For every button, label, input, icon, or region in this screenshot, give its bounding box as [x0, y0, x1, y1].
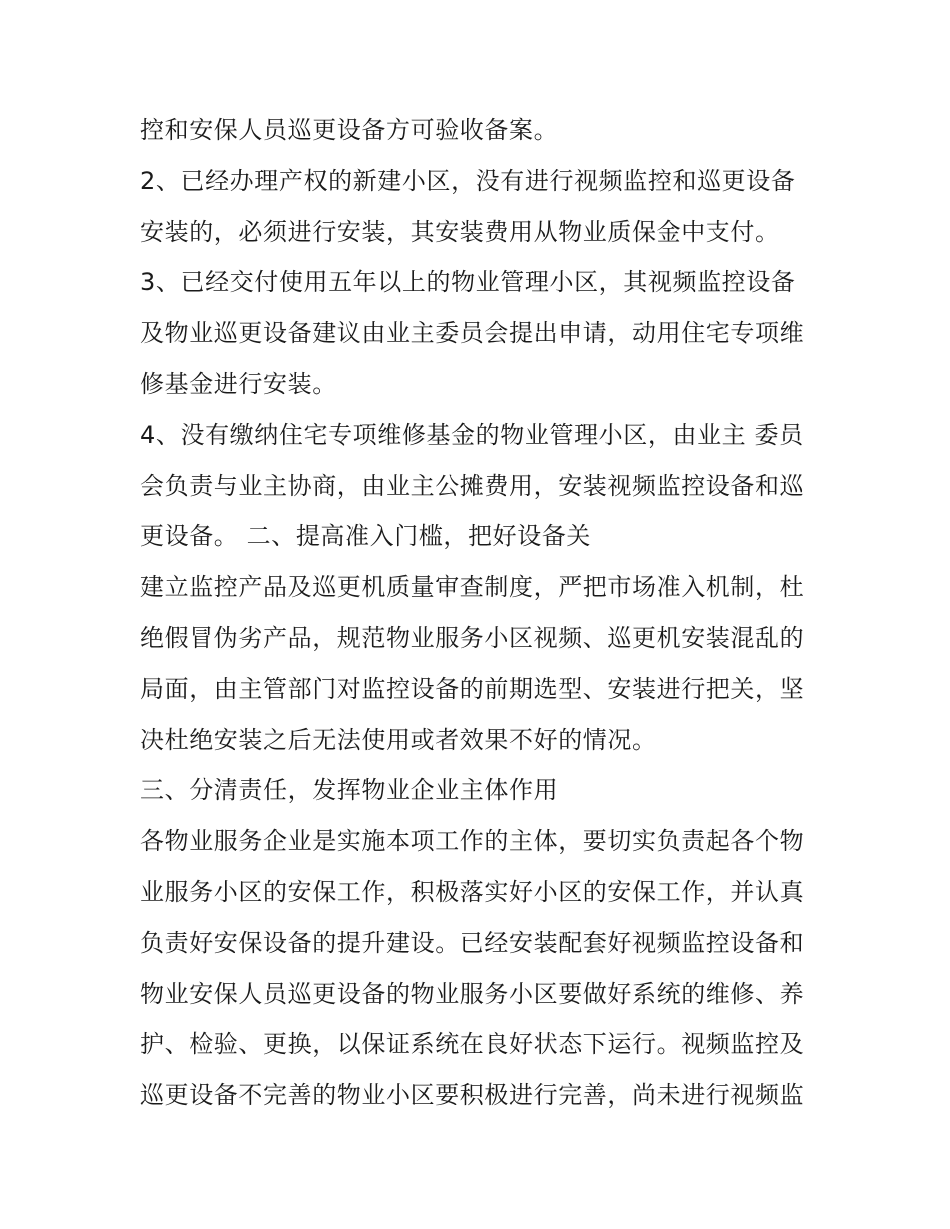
text-line: 3、已经交付使用五年以上的物业管理小区，其视频监控设备	[140, 268, 796, 297]
text-line: 4、没有缴纳住宅专项维修基金的物业管理小区，由业主 委员	[140, 420, 804, 449]
text-line: 控和安保人员巡更设备方可验收备案。	[140, 116, 559, 144]
text-line: 各物业服务企业是实施本项工作的主体，要切实负责起各个物	[140, 827, 805, 856]
text-line: 绝假冒伪劣产品，规范物业服务小区视频、巡更机安装混乱的	[140, 623, 805, 652]
text-line: 负责好安保设备的提升建设。已经安装配套好视频监控设备和	[140, 928, 805, 957]
text-line: 物业安保人员巡更设备的物业服务小区要做好系统的维修、养	[140, 979, 805, 1008]
text-line: 安装的，必须进行安装，其安装费用从物业质保金中支付。	[140, 217, 780, 246]
text-line: 修基金进行安装。	[140, 369, 337, 398]
text-line: 护、检验、更换，以保证系统在良好状态下运行。视频监控及	[140, 1030, 805, 1059]
text-line: 建立监控产品及巡更机质量审查制度，严把市场准入机制，杜	[140, 573, 805, 602]
document-body	[140, 108, 820, 1124]
text-line: 2、已经办理产权的新建小区，没有进行视频监控和巡更设备	[140, 166, 796, 195]
text-line: 局面，由主管部门对监控设备的前期选型、安装进行把关，坚	[140, 674, 805, 703]
text-line: 更设备。 二、提高准入门槛，把好设备关	[140, 522, 592, 551]
text-line: 巡更设备不完善的物业小区要积极进行完善，尚未进行视频监	[140, 1081, 805, 1110]
text-line: 会负责与业主协商，由业主公摊费用，安装视频监控设备和巡	[140, 471, 805, 500]
text-line: 业服务小区的安保工作，积极落实好小区的安保工作，并认真	[140, 877, 805, 906]
section-heading: 三、分清责任，发挥物业企业主体作用	[140, 776, 559, 805]
text-line: 决杜绝安装之后无法使用或者效果不好的情况。	[140, 725, 657, 754]
text-line: 及物业巡更设备建议由业主委员会提出申请，动用住宅专项维	[140, 319, 805, 348]
